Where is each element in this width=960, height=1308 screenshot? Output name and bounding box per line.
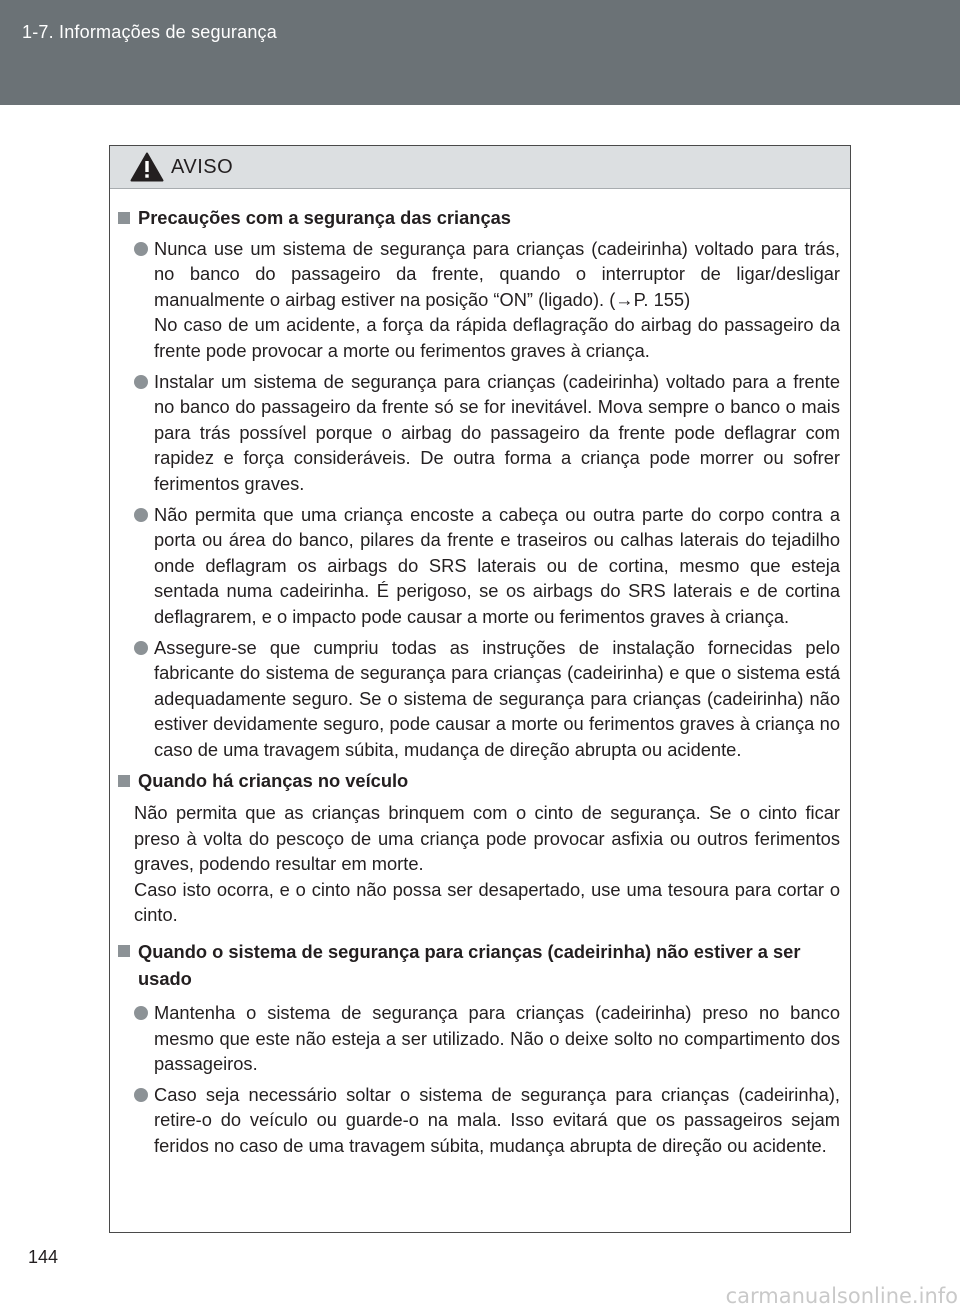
bullet-dot-icon — [134, 242, 148, 256]
warning-triangle-icon — [130, 152, 164, 182]
section-square-icon — [118, 775, 130, 787]
section-title: Quando o sistema de segurança para crianças (cadeirinha) não estiver a ser usado — [114, 938, 840, 992]
warning-label: AVISO — [171, 156, 234, 178]
warning-content — [110, 189, 850, 1159]
warning-box — [109, 145, 851, 1233]
bullet-dot-icon — [134, 641, 148, 655]
list-item: Instalar um sistema de segurança para crianças (cadeirinha) voltado para a frente no banco do passageiro da frente só se for inevitável. Mova sempre o banco o mais para trás possível porque o airbag do passageiro da frente pode deflagrar com rapidez e força consideráveis. De outra forma a criança pode morrer ou sofrer ferimentos graves. — [110, 369, 850, 497]
list-item: Assegure-se que cumpriu todas as instruções de instalação fornecidas pelo fabricante do sistema de segurança para crianças (cadeirinha) e que o sistema está adequadamente seguro. Se o sistema de segurança para crianças (cadeirinha) não estiver devidamente seguro, pode causar a morte ou ferimentos graves à criança no caso de uma travagem súbita, mudança de direção abrupta ou acidente. — [110, 635, 850, 763]
section-square-icon — [118, 212, 130, 224]
section-title: Quando há crianças no veículo — [114, 768, 840, 794]
warning-header — [110, 146, 850, 189]
list-item: Nunca use um sistema de segurança para crianças (cadeirinha) voltado para trás, no banco do passageiro da frente, quando o interruptor de ligar/desligar manualmente o airbag estiver na posição “ON” (ligado). (→P. 155) No caso de um acidente, a força da rápida deflagração do airbag do passageiro da frente pode provocar a morte ou ferimentos graves à criança. — [110, 236, 850, 364]
paragraph-block: Não permita que as crianças brinquem com o cinto de segurança. Se o cinto ficar preso à volta do pescoço de uma criança pode provocar asfixia ou outros ferimentos graves, podendo resultar em morte. Caso isto ocorra, e o cinto não possa ser desapertado, use uma tesoura para cortar o cinto. — [134, 802, 840, 926]
header-bar — [0, 0, 960, 105]
bullet-dot-icon — [134, 375, 148, 389]
section-title: Precauções com a segurança das crianças — [114, 205, 840, 231]
list-item: Não permita que uma criança encoste a cabeça ou outra parte do corpo contra a porta ou área do banco, pilares da frente e traseiros ou calhas laterais do tejadilho onde deflagram os airbags do SRS laterais ou de cortina, mesmo que esteja sentada numa cadeirinha. É perigoso, se os airbags do SRS laterais e de cortina deflagrarem, e o impacto pode causar a morte ou ferimentos graves à criança. — [110, 502, 850, 630]
bullet-dot-icon — [134, 508, 148, 522]
bullet-dot-icon — [134, 1088, 148, 1102]
section-header-title: 1-7. Informações de segurança — [22, 22, 277, 42]
list-item: Caso seja necessário soltar o sistema de segurança para crianças (cadeirinha), retire-o do veículo ou guarde-o na mala. Isso evitará que os passageiros sejam feridos no caso de uma travagem súbita, mudança abrupta de direção ou acidente. — [110, 1082, 850, 1159]
list-item: Mantenha o sistema de segurança para crianças (cadeirinha) preso no banco mesmo que este não esteja a ser utilizado. Não o deixe solto no compartimento dos passageiros. — [110, 1000, 850, 1077]
section-square-icon — [118, 945, 130, 957]
page-number: 144 — [28, 1247, 59, 1267]
bullet-dot-icon — [134, 1006, 148, 1020]
watermark: carmanualsonline.info — [725, 1284, 958, 1308]
